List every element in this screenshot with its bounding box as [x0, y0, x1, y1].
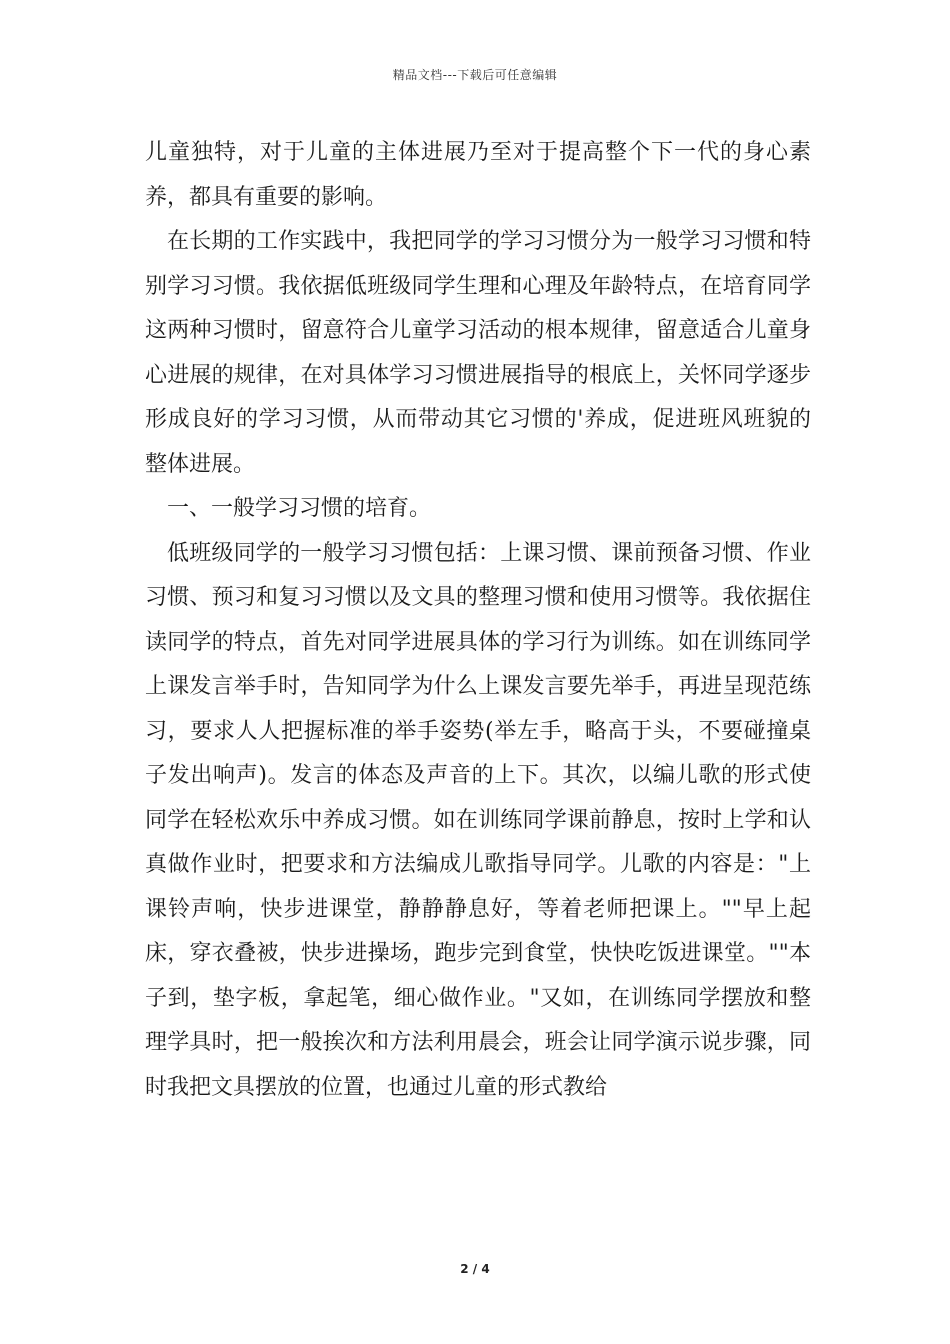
paragraph-3: 低班级同学的一般学习习惯包括：上课习惯、课前预备习惯、作业习惯、预习和复习习惯以及文具的整理习惯和使用习惯等。我依据住读同学的特点，首先对同学进展具体的学习行为训练。如在训练同学上课发言举手时，告知同学为什么上课发言要先举手，再进呈现范练习，要求人人把握标准的举手姿势(举左手，略高于头，不要碰撞桌子发出响声)。发言的体态及声音的上下。其次，以编儿歌的形式使同学在轻松欢乐中养成习惯。如在训练同学课前静息，按时上学和认真做作业时，把要求和方法编成儿歌指导同学。儿歌的内容是："上课铃声响，快步进课堂，静静静息好，等着老师把课上。""早上起床，穿衣叠被，快步进操场，跑步完到食堂，快快吃饭进课堂。""本子到，垫字板，拿起笔，细心做作业。"又如，在训练同学摆放和整理学具时，把一般挨次和方法利用晨会，班会让同学演示说步骤，同时我把文具摆放的位置，也通过儿童的形式教给: [145, 540, 811, 1100]
section-heading: 一、一般学习习惯的培育。: [167, 496, 432, 521]
paragraph-1: 儿童独特，对于儿童的主体进展乃至对于提高整个下一代的身心素养，都具有重要的影响。: [145, 140, 811, 210]
paragraph-2: 在长期的工作实践中，我把同学的学习习惯分为一般学习习惯和特别学习习惯。我依据低班级同学生理和心理及年龄特点，在培育同学这两种习惯时，留意符合儿童学习活动的根本规律，留意适合儿童身心进展的规律，在对具体学习习惯进展指导的根底上，关怀同学逐步形成良好的学习习惯，从而带动其它习惯的'养成，促进班风班貌的整体进展。: [145, 229, 811, 477]
page-header: 精品文档---下载后可任意编辑: [392, 68, 558, 82]
document-body: [145, 131, 811, 1110]
page-number: 2 / 4: [460, 1262, 490, 1276]
